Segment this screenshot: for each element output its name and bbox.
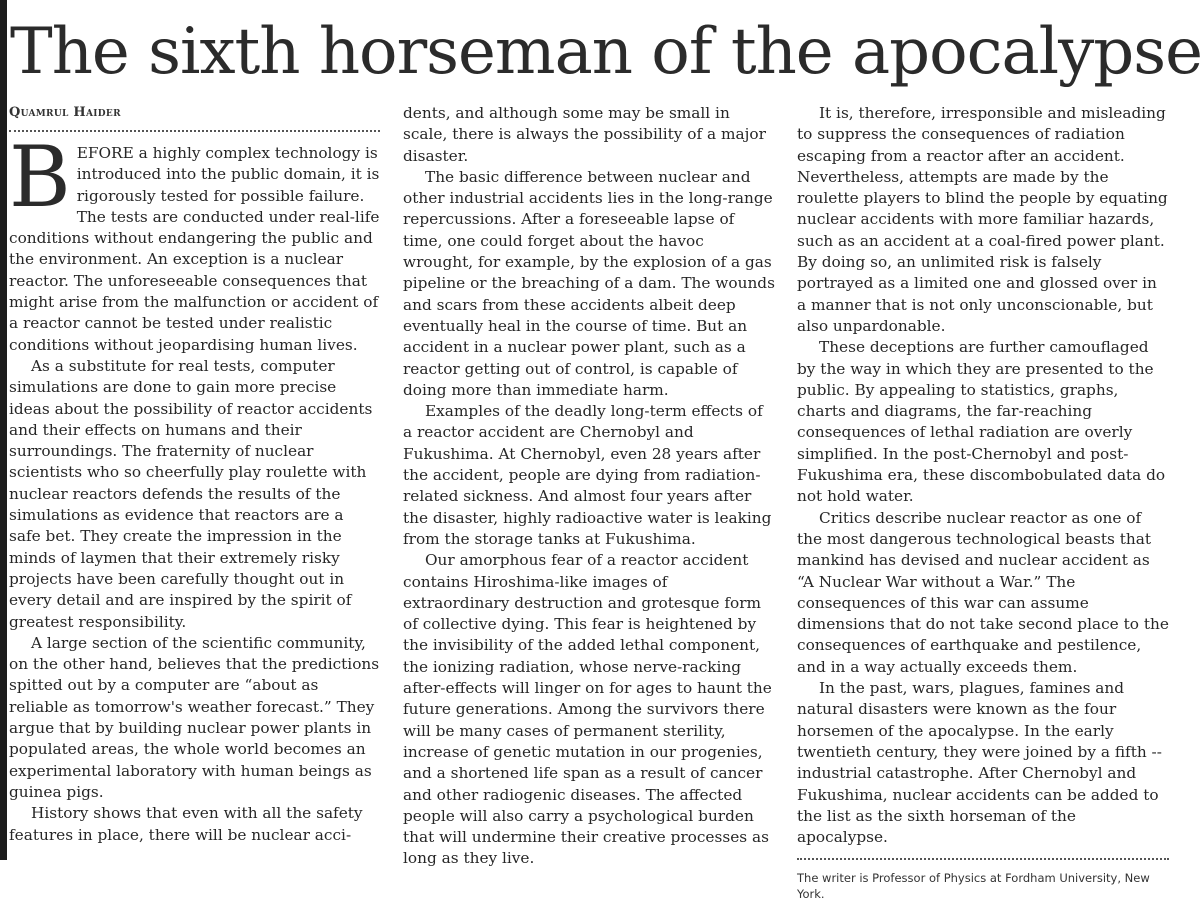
article-paragraph: The basic difference between nuclear and other industrial accidents lies in the long-range repercussions. After a foreseeable lapse of time, one could forget about the havoc wrought, for example, by the explosion of a gas pipeline or the breaching of a dam. The wounds and scars from these accidents albeit deep eventually heal in the course of time. But an accident in a nuclear power plant, such as a reactor getting out of control, is capable of doing more than immediate harm. xyxy=(403,167,775,399)
article-headline: The sixth horseman of the apocalypse xyxy=(10,15,1202,89)
article-paragraph: In the past, wars, plagues, famines and natural disasters were known as the four horsemen of the apocalypse. In the early twentieth century, they were joined by a fifth -- industrial catastrophe. After Chernobyl and Fukushima, nuclear accidents can be added to the list as the sixth horseman of the apocalypse. xyxy=(797,679,1162,847)
article-column-1 xyxy=(9,103,380,860)
article-paragraph: As a substitute for real tests, computer simulations are done to gain more precise ideas about the possibility of reactor accidents and their effects on humans and their surroundings. The fraternity of nuclear scientists who so cheerfully play roulette with nuclear reactors defends the results of the simulations as evidence that reactors are a safe bet. They create the impression in the minds of laymen that their extremely risky projects have been carefully thought out in every detail and are inspired by the spirit of greatest responsibility. xyxy=(9,356,373,631)
article-paragraph: A large section of the scientific community, on the other hand, believes that the predictions spitted out by a computer are “about as reliable as tomorrow's weather forecast.” They argue that by building nuclear power plants in populated areas, the whole world becomes an experimental laboratory with human beings as guinea pigs. xyxy=(9,633,380,801)
article-paragraph: Examples of the deadly long-term effects of a reactor accident are Chernobyl and Fukushima. At Chernobyl, even 28 years after the accident, people are dying from radiation-related sickness. And almost four years after the disaster, highly radioactive water is leaking from the storage tanks at Fukushima. xyxy=(403,402,772,548)
article-column-2 xyxy=(403,103,775,868)
author-note: The writer is Professor of Physics at Fordham University, New York. xyxy=(797,871,1150,902)
author-byline: Quamrul Haider xyxy=(9,105,121,120)
drop-cap: B xyxy=(9,128,71,226)
article-column-3 xyxy=(797,103,1169,902)
article-paragraph: It is, therefore, irresponsible and misleading to suppress the consequences of radiation escaping from a reactor after an accident. Nevertheless, attempts are made by the roulette players to blind the people by equating nuclear accidents with more familiar hazards, such as an accident at a coal-fired power plant. By doing so, an unlimited risk is falsely portrayed as a limited one and glossed over in a manner that is not only unconscionable, but also unpardonable. xyxy=(797,104,1168,335)
article-paragraph: These deceptions are further camouflaged by the way in which they are presented to the public. By appealing to statistics, graphs, charts and diagrams, the far-reaching consequences of lethal radiation are overly simplified. In the post-Chernobyl and post-Fukushima era, these discombobulated data do not hold water. xyxy=(797,338,1166,506)
article-paragraph: dents, and although some may be small in scale, there is always the possibility of a major disaster. xyxy=(403,104,766,165)
end-divider xyxy=(797,858,1169,860)
left-edge-bar xyxy=(0,0,7,860)
article-paragraph: History shows that even with all the safety features in place, there will be nuclear acci- xyxy=(9,804,363,844)
article-paragraph: Critics describe nuclear reactor as one of the most dangerous technological beasts that mankind has devised and nuclear accident as “A Nuclear War without a War.” The consequences of this war can assume dimensions that do not take second place to the consequences of earthquake and pestilence, and in a way actually exceeds them. xyxy=(797,508,1169,676)
article-paragraph: Our amorphous fear of a reactor accident contains Hiroshima-like images of extraordinary destruction and grotesque form of collective dying. This fear is heightened by the invisibility of the added lethal component, the ionizing radiation, whose nerve-racking after-effects will linger on for ages to haunt the future generations. Among the survivors there will be many cases of permanent sterility, increase of genetic mutation in our progenies, and a shortened life span as a result of cancer and other radiogenic diseases. The affected people will also carry a psychological burden that will undermine their creative processes as long as they live. xyxy=(403,551,772,868)
article-paragraph: BEFORE a highly complex technology is introduced into the public domain, it is rigorously tested for possible failure. The tests are conducted under real-life conditions without endangering the public and the environment. An exception is a nuclear reactor. The unforeseeable consequences that might arise from the malfunction or accident of a reactor cannot be tested under realistic conditions without jeopardising human lives. xyxy=(9,128,380,354)
